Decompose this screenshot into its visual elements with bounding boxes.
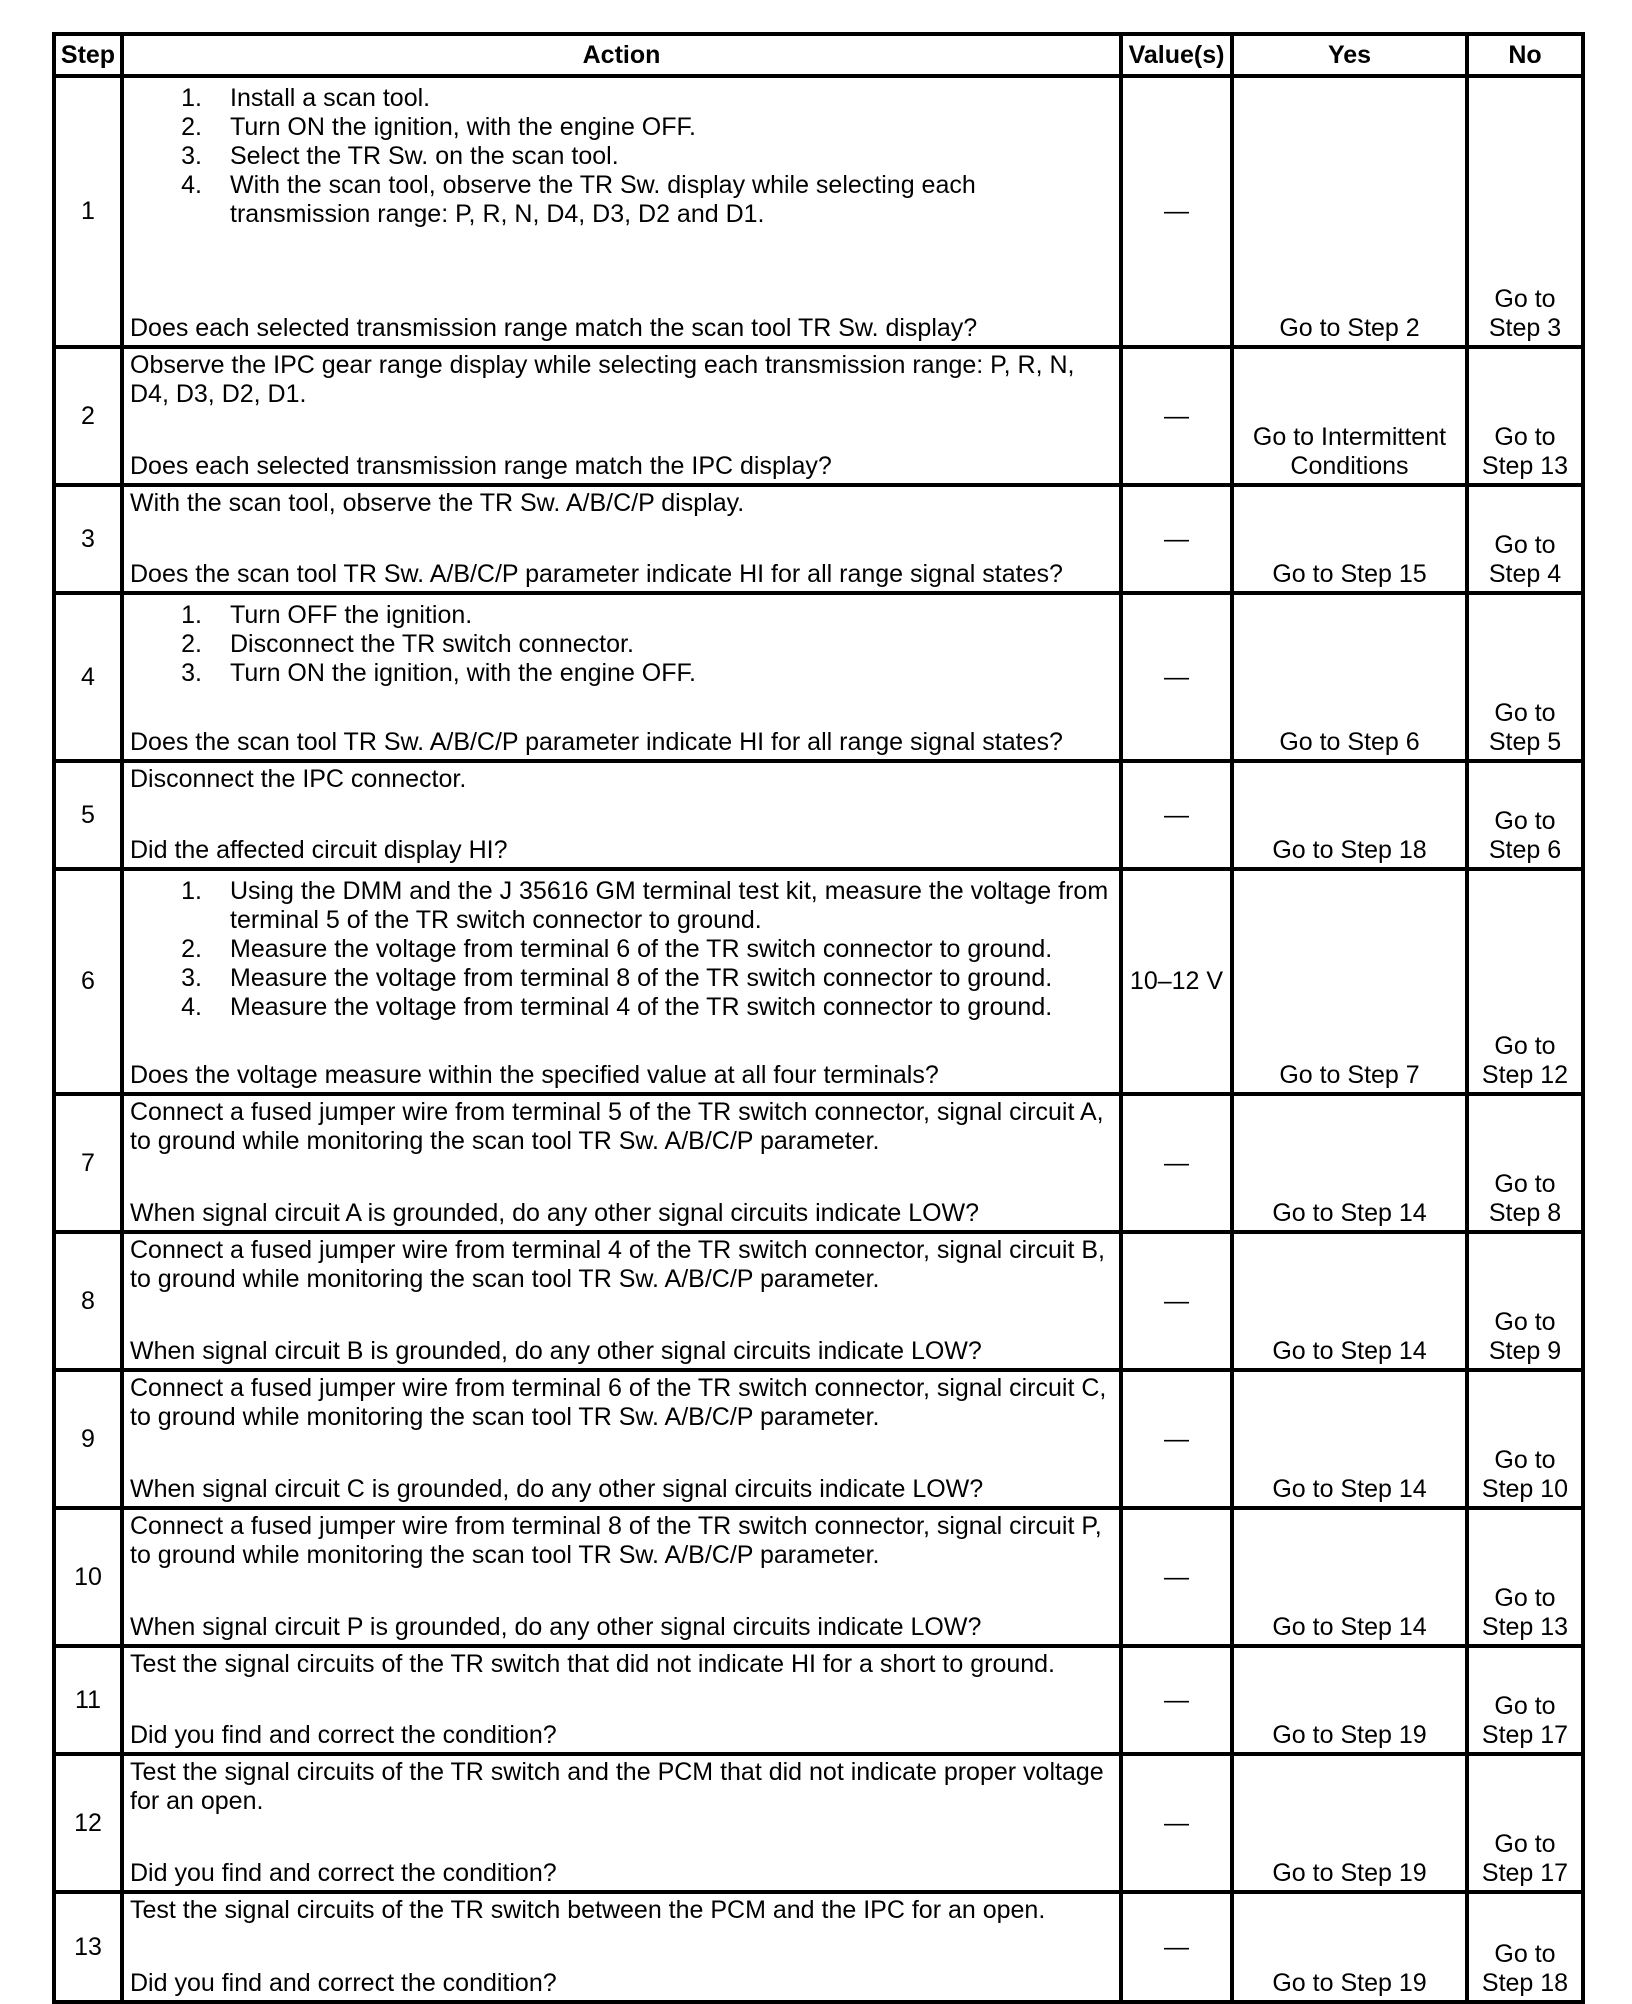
action-cell (122, 347, 1121, 485)
list-item (130, 993, 1113, 1022)
action-instruction: With the scan tool, observe the TR Sw. A/B/C/P display. (130, 489, 745, 517)
step-number: 10 (54, 1508, 122, 1646)
list-item-text: Measure the voltage from terminal 4 of the TR switch connector to ground. (230, 993, 1053, 1021)
value-cell: — (1121, 1508, 1232, 1646)
action-cell (122, 485, 1121, 593)
yes-action: Go to Step 6 (1232, 593, 1467, 761)
action-question: Did you find and correct the condition? (130, 1969, 557, 1997)
action-cell (122, 1094, 1121, 1232)
action-cell (122, 1370, 1121, 1508)
value-cell: — (1121, 1232, 1232, 1370)
action-cell (122, 1646, 1121, 1754)
list-item (130, 171, 1113, 229)
table-row (54, 1892, 1583, 2002)
value-cell: — (1121, 1892, 1232, 2002)
list-item-number: 4. (181, 171, 202, 199)
header-row (54, 34, 1583, 76)
value-cell: — (1121, 761, 1232, 869)
step-number: 2 (54, 347, 122, 485)
step-number: 12 (54, 1754, 122, 1892)
action-instruction: Test the signal circuits of the TR switch and the PCM that did not indicate proper voltage for an open. (130, 1758, 1104, 1815)
list-item-number: 3. (181, 142, 202, 170)
list-item-text: Using the DMM and the J 35616 GM terminal test kit, measure the voltage from terminal 5 of the TR switch connector to ground. (230, 877, 1109, 934)
list-item-text: Turn ON the ignition, with the engine OFF. (230, 113, 696, 141)
value-cell: — (1121, 76, 1232, 347)
list-item (130, 84, 1113, 113)
table-row (54, 761, 1583, 869)
list-item-text: Turn ON the ignition, with the engine OFF. (230, 659, 696, 687)
action-instruction: Connect a fused jumper wire from terminal 8 of the TR switch connector, signal circuit P, to ground while monitoring the scan tool TR Sw. A/B/C/P parameter. (130, 1512, 1102, 1569)
no-action: Go to Step 12 (1467, 869, 1583, 1094)
header-step: Step (54, 34, 122, 76)
action-cell (122, 1754, 1121, 1892)
yes-action: Go to Step 14 (1232, 1094, 1467, 1232)
table-row (54, 1094, 1583, 1232)
action-instruction: Disconnect the IPC connector. (130, 765, 467, 793)
action-question: Does the voltage measure within the specified value at all four terminals? (130, 1061, 939, 1089)
action-question: Does each selected transmission range match the IPC display? (130, 452, 832, 480)
yes-action: Go to Step 14 (1232, 1508, 1467, 1646)
list-item-number: 1. (181, 877, 202, 905)
action-instruction: Connect a fused jumper wire from terminal 6 of the TR switch connector, signal circuit C, to ground while monitoring the scan tool TR Sw. A/B/C/P parameter. (130, 1374, 1107, 1431)
yes-action: Go to Step 14 (1232, 1370, 1467, 1508)
step-number: 4 (54, 593, 122, 761)
action-cell (122, 76, 1121, 347)
value-cell: — (1121, 1370, 1232, 1508)
list-item (130, 113, 1113, 142)
action-instruction: Connect a fused jumper wire from terminal 5 of the TR switch connector, signal circuit A, to ground while monitoring the scan tool TR Sw. A/B/C/P parameter. (130, 1098, 1104, 1155)
no-action: Go to Step 3 (1467, 76, 1583, 347)
action-steps-list (130, 601, 1113, 688)
step-number: 1 (54, 76, 122, 347)
step-number: 5 (54, 761, 122, 869)
no-action: Go to Step 4 (1467, 485, 1583, 593)
list-item-text: Install a scan tool. (230, 84, 431, 112)
action-question: Does the scan tool TR Sw. A/B/C/P parameter indicate HI for all range signal states? (130, 728, 1063, 756)
no-action: Go to Step 13 (1467, 1508, 1583, 1646)
value-cell: — (1121, 347, 1232, 485)
no-action: Go to Step 8 (1467, 1094, 1583, 1232)
no-action: Go to Step 9 (1467, 1232, 1583, 1370)
value-cell: — (1121, 1094, 1232, 1232)
value-cell: — (1121, 593, 1232, 761)
no-action: Go to Step 18 (1467, 1892, 1583, 2002)
header-no: No (1467, 34, 1583, 76)
list-item-text: With the scan tool, observe the TR Sw. display while selecting each transmission range: P, R, N, D4, D3, D2 and D1. (230, 171, 976, 228)
no-action: Go to Step 10 (1467, 1370, 1583, 1508)
no-action: Go to Step 17 (1467, 1754, 1583, 1892)
action-cell (122, 1232, 1121, 1370)
list-item-text: Measure the voltage from terminal 6 of the TR switch connector to ground. (230, 935, 1053, 963)
list-item-text: Measure the voltage from terminal 8 of the TR switch connector to ground. (230, 964, 1053, 992)
action-question: Does each selected transmission range match the scan tool TR Sw. display? (130, 314, 978, 342)
step-number: 7 (54, 1094, 122, 1232)
list-item (130, 601, 1113, 630)
action-question: When signal circuit A is grounded, do any other signal circuits indicate LOW? (130, 1199, 980, 1227)
list-item-number: 2. (181, 935, 202, 963)
yes-action: Go to Step 19 (1232, 1754, 1467, 1892)
table-row (54, 869, 1583, 1094)
list-item-number: 2. (181, 113, 202, 141)
table-row (54, 485, 1583, 593)
step-number: 6 (54, 869, 122, 1094)
header-values: Value(s) (1121, 34, 1232, 76)
list-item-number: 4. (181, 993, 202, 1021)
list-item-text: Turn OFF the ignition. (230, 601, 473, 629)
action-instruction: Test the signal circuits of the TR switch between the PCM and the IPC for an open. (130, 1896, 1046, 1924)
action-steps-list (130, 84, 1113, 229)
action-cell (122, 1508, 1121, 1646)
list-item-text: Select the TR Sw. on the scan tool. (230, 142, 619, 170)
table-row (54, 76, 1583, 347)
action-cell (122, 761, 1121, 869)
table-row (54, 1646, 1583, 1754)
action-cell (122, 1892, 1121, 2002)
list-item (130, 630, 1113, 659)
value-cell: — (1121, 485, 1232, 593)
table-row (54, 1232, 1583, 1370)
table-row (54, 593, 1583, 761)
yes-action: Go to Step 18 (1232, 761, 1467, 869)
list-item-number: 3. (181, 659, 202, 687)
list-item (130, 142, 1113, 171)
list-item-text: Disconnect the TR switch connector. (230, 630, 634, 658)
list-item-number: 2. (181, 630, 202, 658)
action-steps-list (130, 877, 1113, 1022)
value-cell: — (1121, 1646, 1232, 1754)
table-row (54, 347, 1583, 485)
list-item (130, 964, 1113, 993)
step-number: 3 (54, 485, 122, 593)
no-action: Go to Step 17 (1467, 1646, 1583, 1754)
action-instruction: Test the signal circuits of the TR switch that did not indicate HI for a short to ground. (130, 1650, 1055, 1678)
no-action: Go to Step 5 (1467, 593, 1583, 761)
step-number: 13 (54, 1892, 122, 2002)
action-instruction: Connect a fused jumper wire from terminal 4 of the TR switch connector, signal circuit B, to ground while monitoring the scan tool TR Sw. A/B/C/P parameter. (130, 1236, 1105, 1293)
step-number: 9 (54, 1370, 122, 1508)
action-instruction: Observe the IPC gear range display while selecting each transmission range: P, R, N, D4, D3, D2, D1. (130, 351, 1075, 408)
step-number: 8 (54, 1232, 122, 1370)
yes-action: Go to Intermittent Conditions (1232, 347, 1467, 485)
action-question: Did the affected circuit display HI? (130, 836, 508, 864)
action-question: Did you find and correct the condition? (130, 1721, 557, 1749)
header-action: Action (122, 34, 1121, 76)
action-cell (122, 593, 1121, 761)
list-item-number: 1. (181, 601, 202, 629)
list-item (130, 877, 1113, 935)
yes-action: Go to Step 15 (1232, 485, 1467, 593)
list-item (130, 935, 1113, 964)
yes-action: Go to Step 19 (1232, 1646, 1467, 1754)
action-question: Does the scan tool TR Sw. A/B/C/P parameter indicate HI for all range signal states? (130, 560, 1063, 588)
value-cell: 10–12 V (1121, 869, 1232, 1094)
action-question: When signal circuit C is grounded, do any other signal circuits indicate LOW? (130, 1475, 984, 1503)
yes-action: Go to Step 2 (1232, 76, 1467, 347)
no-action: Go to Step 6 (1467, 761, 1583, 869)
step-number: 11 (54, 1646, 122, 1754)
list-item-number: 3. (181, 964, 202, 992)
table-body (54, 76, 1583, 2002)
header-yes: Yes (1232, 34, 1467, 76)
yes-action: Go to Step 14 (1232, 1232, 1467, 1370)
action-cell (122, 869, 1121, 1094)
no-action: Go to Step 13 (1467, 347, 1583, 485)
table-row (54, 1754, 1583, 1892)
table-row (54, 1370, 1583, 1508)
table-row (54, 1508, 1583, 1646)
action-question: When signal circuit P is grounded, do any other signal circuits indicate LOW? (130, 1613, 982, 1641)
list-item-number: 1. (181, 84, 202, 112)
value-cell: — (1121, 1754, 1232, 1892)
list-item (130, 659, 1113, 688)
action-question: Did you find and correct the condition? (130, 1859, 557, 1887)
diagnostic-table (52, 32, 1585, 2004)
yes-action: Go to Step 7 (1232, 869, 1467, 1094)
action-question: When signal circuit B is grounded, do any other signal circuits indicate LOW? (130, 1337, 982, 1365)
yes-action: Go to Step 19 (1232, 1892, 1467, 2002)
